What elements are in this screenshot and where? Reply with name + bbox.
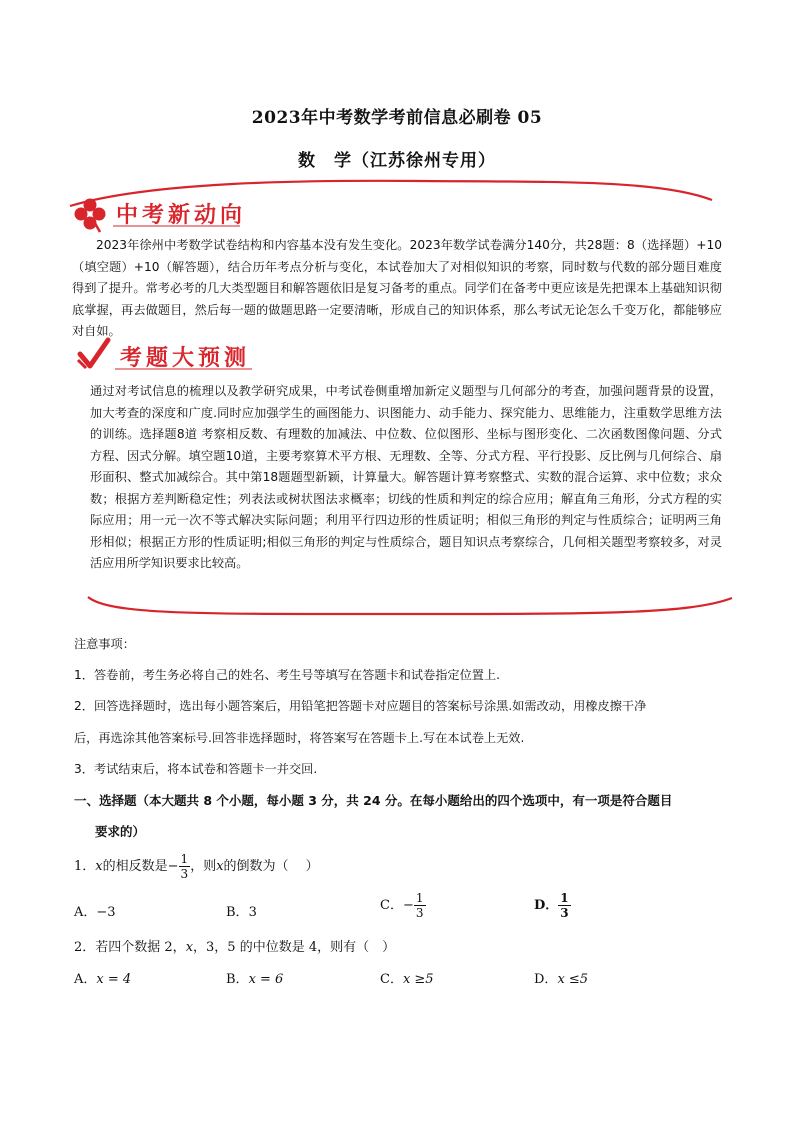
q1-option-c-den: 3 xyxy=(415,906,424,920)
question-2 xyxy=(74,936,395,955)
q1-suffix-b: 的倒数为（ ） xyxy=(223,859,319,874)
page-title: 2023年中考数学考前信息必刷卷 05 xyxy=(251,108,543,128)
note-item-2-cont: 后，再选涂其他答案标号.回答非选择题时，将答案写在答题卡上.写在本试卷上无效. xyxy=(74,731,525,745)
q1-frac-den: 3 xyxy=(180,867,189,881)
q2-option-c-label: C． xyxy=(380,972,403,987)
q2-option-a xyxy=(74,968,131,987)
q2-option-a-text: x = 4 xyxy=(96,972,132,987)
q1-option-d-num: 1 xyxy=(560,891,569,905)
part1-heading: 一、选择题（本大题共 8 个小题，每小题 3 分，共 24 分。在每小题给出的四个选项中，有一项是符合题目 xyxy=(74,793,673,808)
frame-bottom-curve xyxy=(88,597,732,614)
q2-text: 2．若四个数据 2， xyxy=(74,940,186,955)
q2-text2: ，3，5 的中位数是 4，则有（ ） xyxy=(193,940,396,955)
q1-option-b-label: B． xyxy=(226,905,249,920)
section2-text: 通过对考试信息的梳理以及教学研究成果，中考试卷侧重增加新定义题型与几何部分的考查，加强问题背景的设置，加大考查的深度和广度.同时应加强学生的画图能力、识图能力、动手能力、探究能力、思维能力，注重数学思维方法的训练。选择题8道 考察相反数、有理数的加减法、中位数、位似图形、坐标与图形变化、二次函数图像问题、分式方程、因式分解。填空题10道，主要考察算术平方根、无理数、全等、分式方程、平行投影、反比例与几何综合、扇形面积、整式加减综合。其中第18题题型新颖，计算量大。解答题计算考察整式、实数的混合运算、求中位数；求众数；根据方差判断稳定性；列表法或树状图法求概率；切线的性质和判定的综合应用；解直角三角形，分式方程的实际应用；用一元一次不等式解决实际问题；利用平行四边形的性质证明；相似三角形的判定与性质综合；证明两三角形相似；根据正方形的性质证明;相似三角形的判定与性质综合，题目知识点考察综合，几何相关题型考察较多，对灵活应用所学知识要求比较高。 xyxy=(90,384,722,570)
q1-option-c-label: C． xyxy=(380,898,403,913)
q1-minus: − xyxy=(167,859,179,874)
check-icon xyxy=(78,340,108,368)
notes-heading: 注意事项： xyxy=(74,637,135,651)
page-subtitle: 数 学（江苏徐州专用） xyxy=(298,151,496,171)
q2-option-b-label: B． xyxy=(226,972,249,987)
q1-prefix: 1． xyxy=(74,859,96,874)
note-item-2: 2．回答选择题时，选出每小题答案后，用铅笔把答题卡对应题目的答案标号涂黑.如需改动，用橡皮擦干净 xyxy=(74,699,647,713)
note-item-3: 3．考试结束后，将本试卷和答题卡一并交回. xyxy=(74,762,318,776)
q2-option-d-label: D． xyxy=(534,972,558,987)
q2-option-c-text: x ≥5 xyxy=(402,972,434,987)
section1-text: 2023年徐州中考数学试卷结构和内容基本没有发生变化。2023年数学试卷满分140分，共28题：8（选择题）+10（填空题）+10（解答题），结合历年考点分析与变化，本试卷加大了对相似知识的考察，同时数与代数的部分题目难度得到了提升。常考必考的几大类型题目和解答题依旧是复习备考的重点。同学们在备考中更应该是先把课本上基础知识彻底掌握，再去做题目，然后每一题的做题思路一定要清晰，形成自己的知识体系，那么考试无论怎么千变万化，都能够应对自如。 xyxy=(72,238,722,338)
q1-option-a-text: −3 xyxy=(96,905,116,920)
q1-option-d-den: 3 xyxy=(560,906,569,920)
q1-option-b-text: 3 xyxy=(248,905,257,920)
q1-mid: 的相反数是 xyxy=(102,859,168,874)
q1-option-c-num: 1 xyxy=(415,891,424,905)
part1-heading-cont: 要求的） xyxy=(95,824,146,839)
q1-frac-num: 1 xyxy=(180,852,189,866)
q1-option-a-label: A． xyxy=(74,905,97,920)
q1-option-b xyxy=(226,901,257,920)
section1-title: 中考新动向 xyxy=(116,203,247,228)
section2-title: 考题大预测 xyxy=(120,346,251,371)
q1-fraction xyxy=(179,852,191,881)
q2-var: x xyxy=(185,940,194,955)
q2-option-a-label: A． xyxy=(74,972,97,987)
q1-var2: x xyxy=(216,859,224,874)
q1-option-c xyxy=(380,891,426,920)
q2-option-d xyxy=(534,968,588,987)
question-1 xyxy=(74,852,319,881)
q1-option-a xyxy=(74,901,116,920)
q1-option-c-fraction xyxy=(414,891,426,920)
q2-option-b xyxy=(226,968,283,987)
q1-var: x xyxy=(95,859,103,874)
q2-option-c xyxy=(380,968,434,987)
q1-option-d-label: D． xyxy=(534,898,559,913)
q1-option-d xyxy=(534,891,571,920)
q2-option-d-text: x ≤5 xyxy=(557,972,589,987)
note-item-1: 1．答卷前，考生务必将自己的姓名、考生号等填写在答题卡和试卷指定位置上. xyxy=(74,668,501,682)
clover-icon xyxy=(75,199,106,233)
q2-option-b-text: x = 6 xyxy=(248,972,284,987)
q1-option-c-minus: − xyxy=(402,898,414,913)
q1-option-d-fraction xyxy=(558,891,570,920)
q1-suffix-a: ，则 xyxy=(190,859,217,874)
